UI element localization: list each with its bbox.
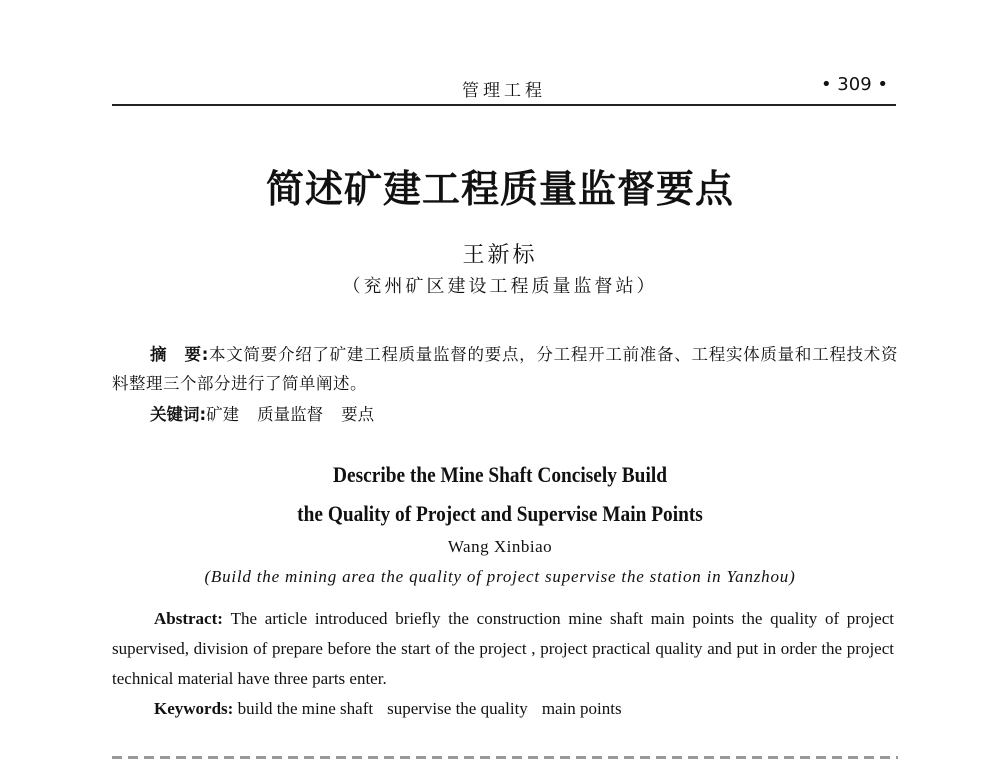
next-line-fragment [112,750,898,760]
abstract-cn-colon: : [201,345,209,364]
article-title-cn: 简述矿建工程质量监督要点 [265,167,734,211]
keywords-cn [112,400,936,429]
keywords-en-colon: : [227,699,238,718]
abstract-en-label: Abstract [154,609,218,628]
page-number: • 309 • [820,74,888,95]
keyword-en-item: main points [541,699,622,718]
keywords-cn-colon: : [199,405,207,424]
journal-section-title: 管理工程 [462,81,546,101]
abstract-cn-label: 摘 要 [150,345,202,364]
keyword-cn-item: 要点 [341,405,375,424]
abstract-cn [112,340,898,398]
keyword-en-item: build the mine shaft [237,699,374,718]
keyword-cn-item: 质量监督 [257,405,324,424]
keywords-en-label: Keywords [154,699,228,718]
abstract-en-text: The article introduced briefly the construction mine shaft main points the quality of project supervised, division of prepare before the start of the project , project practical quality and put in order the project technical material have three parts enter. [112,609,894,688]
affiliation-cn: （兖州矿区建设工程质量监督站） [342,276,658,297]
cropped-text-line [112,756,898,759]
abstract-cn-text: 本文简要介绍了矿建工程质量监督的要点，分工程开工前准备、工程实体质量和工程技术资料整理三个部分进行了简单阐述。 [112,345,899,393]
keyword-en-item: supervise the quality [387,699,528,718]
abstract-en-colon: : [217,609,231,628]
running-header [112,64,896,106]
keyword-cn-item: 矿建 [206,405,240,424]
keywords-en [112,694,936,724]
affiliation-en: (Build the mining area the quality of project supervise the station in Yanzhou) [204,567,796,586]
author-en: Wang Xinbiao [447,537,553,556]
keywords-cn-label: 关键词 [150,405,200,424]
author-cn: 王新标 [462,243,538,268]
abstract-en [112,604,894,694]
article-title-en-line1: Describe the Mine Shaft Concisely Build [333,462,667,487]
article-title-en-line2: the Quality of Project and Supervise Main Points [297,501,703,526]
